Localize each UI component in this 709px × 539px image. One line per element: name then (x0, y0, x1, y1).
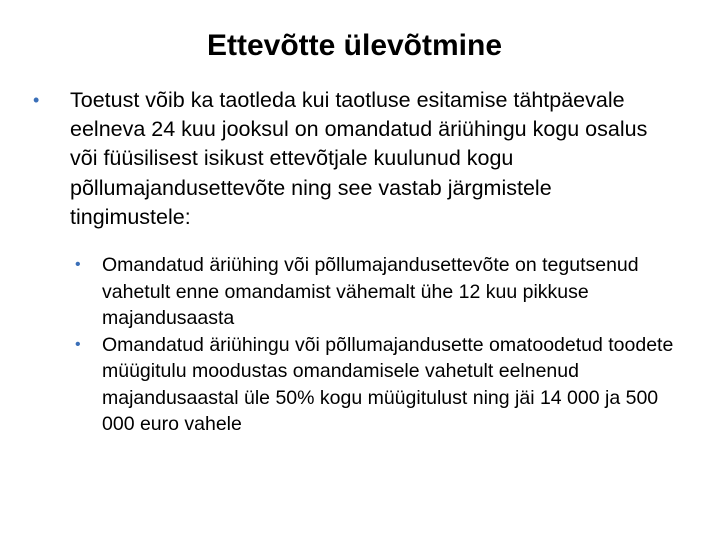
sub-bullet-text: Omandatud äriühing või põllumajandusettevõte on tegutsenud vahetult enne omandamist vähemalt ühe 12 kuu pikkuse majandusaasta (102, 254, 639, 329)
sub-bullet-point (75, 332, 675, 438)
main-bullet-point (33, 86, 673, 232)
bullet-icon: • (75, 256, 81, 273)
sub-bullet-text: Omandatud äriühingu või põllumajandusette omatoodetud toodete müügitulu moodustas omandamisele vahetult eelnenud majandusaastal üle 50% kogu müügitulust ning jäi 14 000 ja 500 000 euro vahele (102, 333, 674, 435)
main-bullet-text: Toetust võib ka taotleda kui taotluse esitamise tähtpäevale eelneva 24 kuu jooksul on omandatud äriühingu kogu osalus või füüsilisest isikust ettevõtjale kuulunud kogu põllumajandusettevõte ning see vastab järgmistele tingimustele: (70, 88, 648, 229)
sub-bullet-point (75, 252, 675, 332)
slide-title: Ettevõtte ülevõtmine (206, 29, 503, 62)
bullet-icon: • (75, 335, 81, 353)
sub-bullet-list (75, 252, 675, 438)
bullet-icon: • (33, 90, 40, 110)
